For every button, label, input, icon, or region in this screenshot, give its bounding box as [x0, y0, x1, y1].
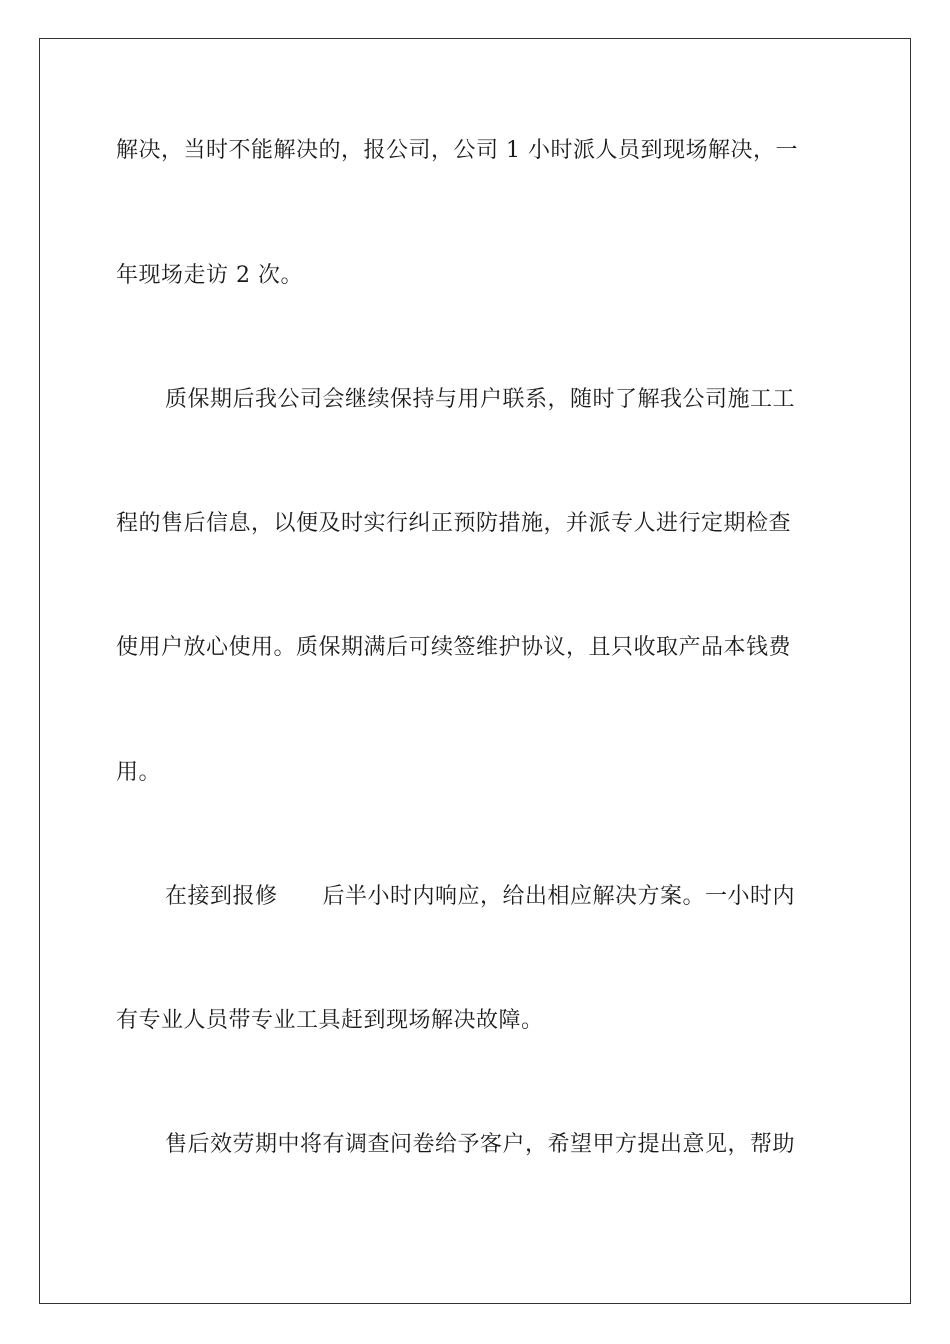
text-line-1: 解决，当时不能解决的，报公司，公司 1 小时派人员到现场解决，一 — [116, 138, 798, 163]
text-line-3: 质保期后我公司会继续保持与用户联系，随时了解我公司施工工 — [165, 387, 796, 412]
text-line-2: 年现场走访 2 次。 — [116, 263, 303, 288]
text-line-5: 使用户放心使用。质保期满后可续签维护协议，且只收取产品本钱费 — [116, 635, 792, 660]
text-line-8: 有专业人员带专业工具赶到现场解决故障。 — [116, 1008, 544, 1033]
text-line-6: 用。 — [116, 760, 162, 785]
text-line-4: 程的售后信息，以便及时实行纠正预防措施，并派专人进行定期检查 — [116, 511, 792, 536]
text-line-9: 售后效劳期中将有调查问卷给予客户，希望甲方提出意见，帮助 — [165, 1132, 796, 1157]
page-frame — [39, 38, 911, 1304]
text-line-7: 在接到报修 后半小时内响应，给出相应解决方案。一小时内 — [165, 884, 796, 909]
